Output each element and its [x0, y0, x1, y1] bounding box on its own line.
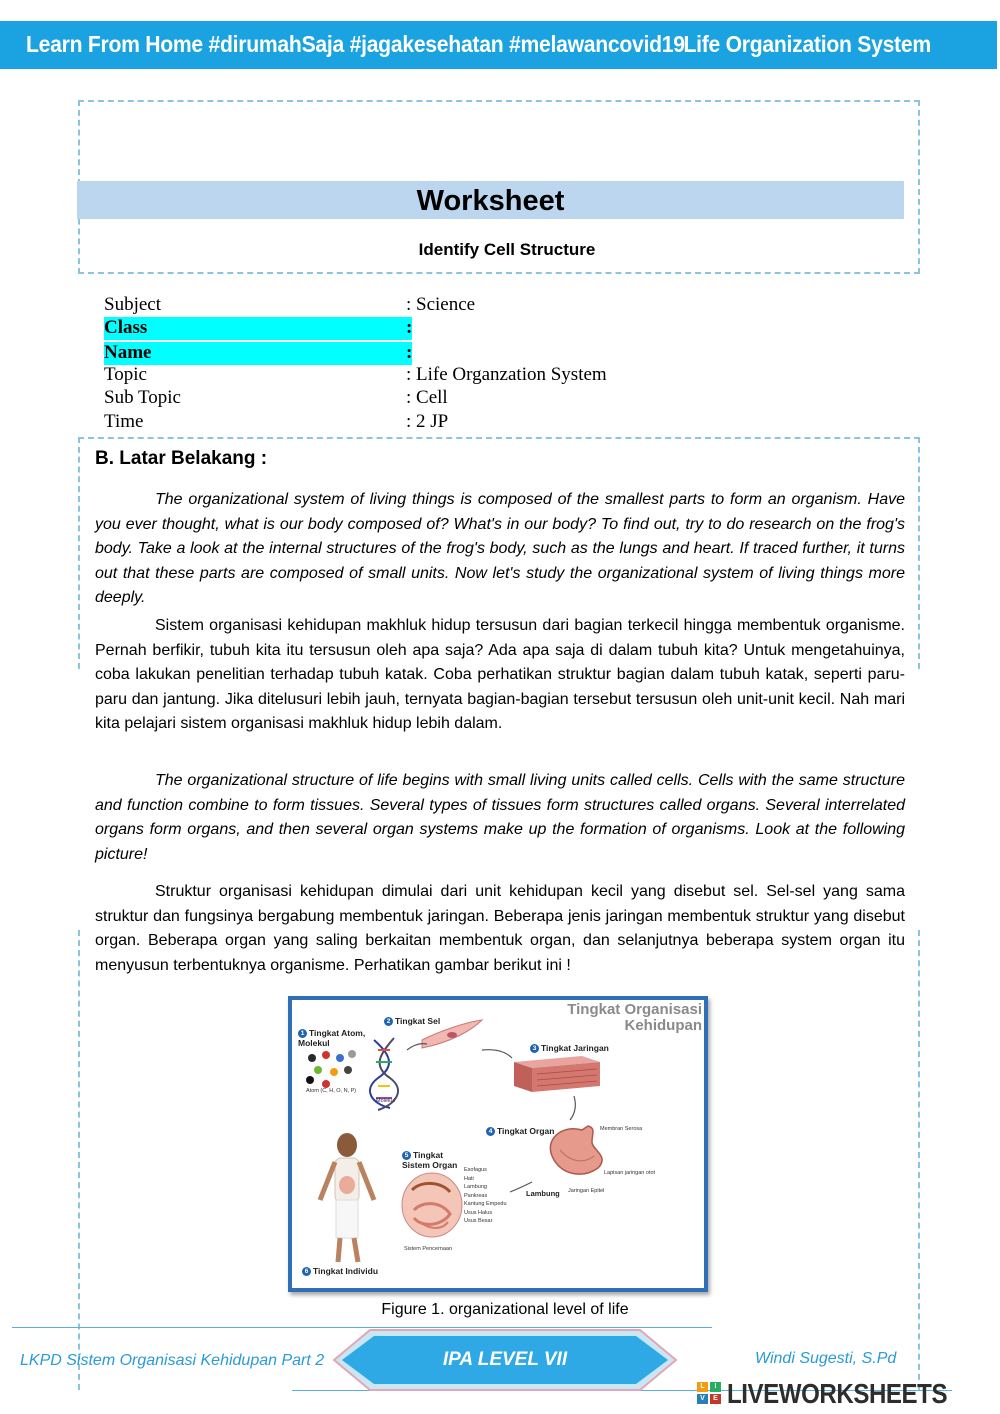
time-value: : 2 JP	[406, 411, 449, 432]
arrow-3	[570, 1096, 575, 1120]
figure-title	[567, 1002, 702, 1034]
level-3-label	[530, 1043, 609, 1053]
organ-list-item: Esofagus	[464, 1167, 487, 1173]
worksheet-title: Worksheet	[416, 185, 565, 217]
subtopic-value: : Cell	[406, 387, 448, 408]
organ-list-item: Lambung	[464, 1184, 487, 1190]
molecule-note: Molekul	[376, 1098, 395, 1104]
organ-list	[464, 1166, 507, 1226]
organ-list-item: Usus Halus	[464, 1209, 493, 1216]
level-6-label	[302, 1266, 378, 1276]
level-5-text: Tingkat Sistem Organ	[402, 1150, 458, 1170]
topic-value: : Life Organzation System	[406, 364, 607, 385]
level-1-text: Tingkat Atom, Molekul	[298, 1028, 366, 1048]
footer-document-title: LKPD Sistem Organisasi Kehidupan Part 2	[20, 1352, 325, 1369]
info-row-topic	[104, 364, 624, 387]
child-figure	[320, 1133, 374, 1262]
subject-value: : Science	[406, 294, 476, 315]
paragraph-3-english: The organizational structure of life begins with small living units called cells. Cells with the same structure and function combine to form tissues. Several types of tissues form structures called organs. Several interrelated organs form organs, and then several organ systems make up the formation of organisms. Look at the following picture!	[95, 772, 905, 863]
cube-letter-i: I	[710, 1382, 721, 1392]
epithel-label: Jaringan Epitel	[568, 1188, 605, 1194]
liveworksheets-wordmark: LIVEWORKSHEETS	[727, 1378, 948, 1409]
paragraph-1-english: The organizational system of living things is composed of the smallest parts to form an organism. Have you ever thought, what is our body composed of? What's in our body? To find out, try to do research on the frog's body. Take a look at the internal structures of the frog's body, such as the lungs and heart. If traced further, it turns out that these parts are composed of small units. Now let's study the organizational system of living things more deeply.	[95, 491, 905, 606]
system-note: Sistem Pencernaan	[404, 1246, 452, 1252]
class-highlight	[104, 317, 412, 340]
info-row-time	[104, 411, 624, 434]
info-row-subject	[104, 294, 624, 317]
level-2-label	[384, 1016, 440, 1026]
footer-level-badge	[330, 1328, 680, 1392]
muscle-label: Lapisan jaringan otot	[604, 1170, 656, 1176]
cube-letter-v: V	[697, 1394, 708, 1404]
liveworksheets-cube-icon	[697, 1382, 723, 1406]
topic-label: Topic	[104, 364, 147, 385]
class-field[interactable]: :	[406, 317, 413, 338]
level-1-label	[298, 1028, 370, 1048]
level-4-text: Tingkat Organ	[497, 1126, 555, 1136]
stomach-organ	[550, 1126, 602, 1174]
arrow-2	[482, 1050, 512, 1058]
header-topic: Life Organization System	[683, 31, 931, 57]
paragraph-4-indonesian: Struktur organisasi kehidupan dimulai dari unit kehidupan kecil yang disebut sel. Sel-sel yang sama struktur dan fungsinya bergabung membentuk jaringan. Beberapa jenis jaringan membentuk struktur yang disebut organ. Beberapa organ yang saling berkaitan membentuk organ, dan selanjutnya beberapa system organ itu menyusun terbentuknya organisme. Perhatikan gambar berikut ini !	[95, 883, 905, 974]
level-3-badge: 3	[530, 1044, 539, 1053]
level-2-badge: 2	[384, 1017, 393, 1026]
figure-title-line-1: Tingkat Organisasi	[567, 1001, 702, 1018]
digestive-system	[402, 1173, 462, 1237]
atom-note: Atom (C, H, O, N, P)	[306, 1088, 357, 1094]
level-1-badge: 1	[298, 1029, 307, 1038]
paragraph-2-indonesian: Sistem organisasi kehidupan makhluk hidup tersusun dari bagian terkecil hingga membentuk organisme. Pernah berfikir, tubuh kita itu tersusun oleh apa saja? Ada apa saja di dalam tubuh kita? Untuk mengetahuinya, coba lakukan penelitian terhadap tubuh katak. Coba perhatikan struktur bagian dalam tubuh katak, seperti paru-paru dan jantung. Jika ditelusuri lebih jauh, ternyata bagian-bagian tersebut tersusun oleh unit-unit kecil. Nah mari kita pelajari sistem organisasi makhluk hidup lebih dalam.	[95, 617, 905, 732]
subtopic-label: Sub Topic	[104, 387, 181, 408]
info-row-class[interactable]	[104, 317, 624, 340]
level-4-label	[486, 1126, 554, 1136]
name-label: Name	[104, 342, 152, 363]
organ-list-item: Hati	[464, 1175, 474, 1182]
info-row-subtopic	[104, 387, 624, 410]
tissue-block	[514, 1056, 600, 1092]
level-6-text: Tingkat Individu	[313, 1266, 379, 1276]
section-heading: B. Latar Belakang :	[95, 448, 268, 469]
level-5-badge: 5	[402, 1151, 411, 1160]
figure-caption: Figure 1. organizational level of life	[381, 1301, 629, 1318]
footer-author: Windi Sugesti, S.Pd	[755, 1350, 897, 1367]
subject-label: Subject	[104, 294, 161, 315]
level-6-badge: 6	[302, 1267, 311, 1276]
level-5-label	[402, 1150, 472, 1170]
cube-letter-l: L	[697, 1382, 708, 1392]
atom-cluster	[306, 1050, 356, 1088]
level-4-badge: 4	[486, 1127, 495, 1136]
organ-list-item: Pankreas	[464, 1192, 488, 1199]
worksheet-subtitle: Identify Cell Structure	[418, 240, 596, 259]
name-field[interactable]: :	[406, 342, 413, 363]
organ-list-item: Kantung Empedu	[464, 1201, 507, 1207]
header-bar	[0, 21, 997, 69]
organ-list-item: Usus Besar	[464, 1218, 493, 1224]
cube-letter-e: E	[710, 1394, 721, 1404]
level-3-text: Tingkat Jaringan	[541, 1043, 609, 1053]
class-label: Class	[104, 317, 148, 338]
stomach-label: Lambung	[526, 1189, 560, 1198]
figure-title-line-2: Kehidupan	[624, 1017, 702, 1034]
level-2-text: Tingkat Sel	[395, 1016, 441, 1026]
time-label: Time	[104, 411, 144, 432]
level-badge-text: IPA LEVEL VII	[442, 1349, 568, 1370]
organization-levels-figure	[288, 996, 708, 1292]
header-hashtags: Learn From Home #dirumahSaja #jagakesehatan #melawancovid19	[26, 31, 685, 57]
worksheet-title-band	[77, 181, 904, 219]
info-row-name[interactable]	[104, 342, 624, 365]
serosa-label: Membran Serosa	[600, 1126, 643, 1132]
